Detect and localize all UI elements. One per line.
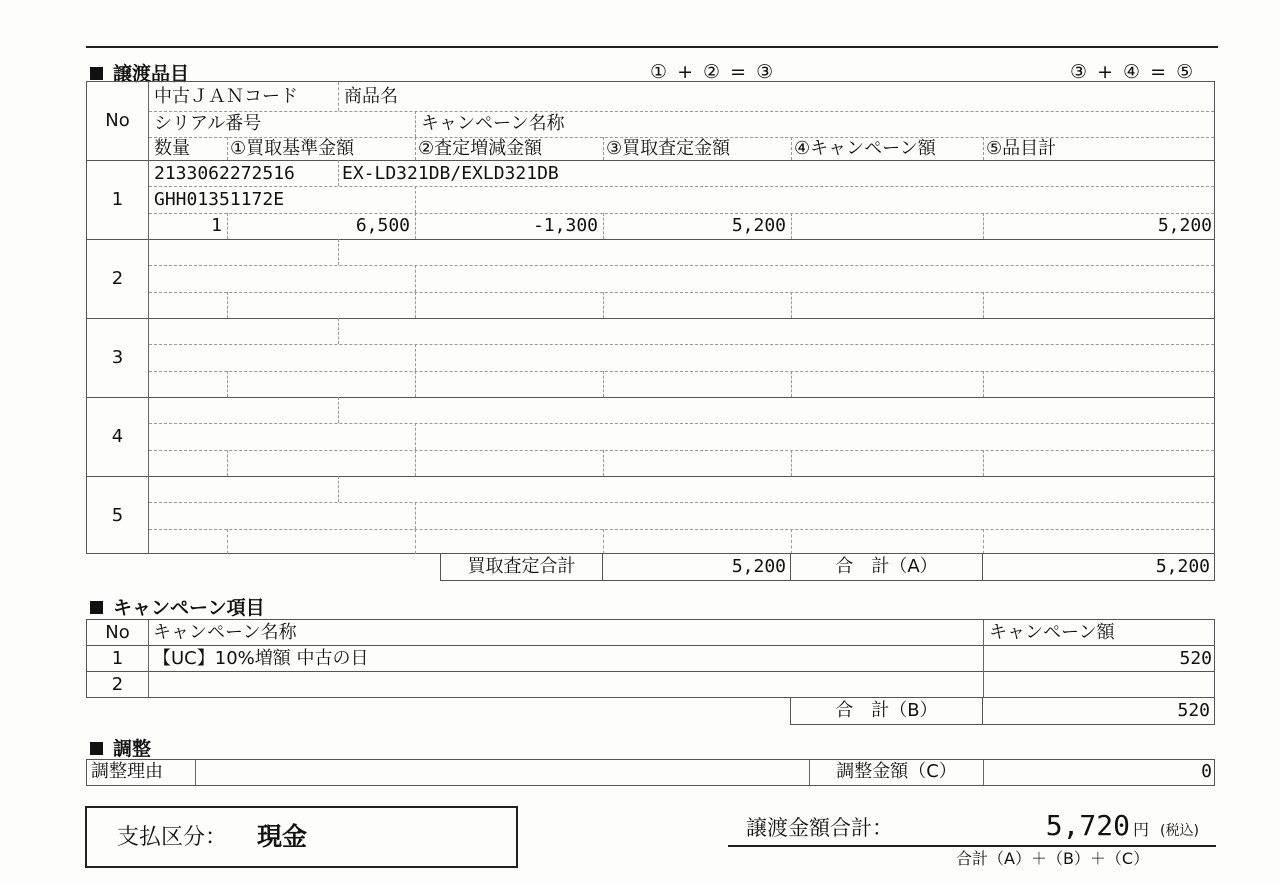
row-no: 2 <box>111 268 124 289</box>
grand-total-label: 譲渡金額合計： <box>746 816 893 840</box>
header-item-total: ⑤品目計 <box>986 138 1057 159</box>
total-b-value-cell <box>982 697 1215 725</box>
header-jan: 中古ＪＡＮコード <box>154 86 298 107</box>
campaign-header-name: キャンペーン名称 <box>153 622 297 643</box>
payment-label: 支払区分： <box>117 825 228 850</box>
grand-total-underline <box>728 845 1216 847</box>
square-bullet-icon <box>90 67 103 80</box>
square-bullet-icon <box>90 601 103 614</box>
row-item-total: 5,200 <box>1157 215 1212 236</box>
transfer-items-table <box>86 81 1215 554</box>
row-assessed-amount: 5,200 <box>731 215 786 236</box>
header-base-amount: ①買取基準金額 <box>230 138 355 159</box>
row-no: 5 <box>111 505 124 526</box>
adjustment-amount-value: 0 <box>1201 761 1212 782</box>
section-title-campaign <box>90 593 265 620</box>
assessed-total-value-cell <box>602 553 791 581</box>
campaign-row-no: 1 <box>111 648 124 669</box>
header-campaign-name: キャンペーン名称 <box>421 113 565 134</box>
top-rule <box>86 46 1218 48</box>
row-jan: 2133062272516 <box>154 163 295 184</box>
row-no: 3 <box>111 347 124 368</box>
grand-total-value: 5,720 <box>1045 809 1130 842</box>
row-serial: GHH01351172E <box>154 189 285 210</box>
row-no: 1 <box>111 189 124 210</box>
header-adjust-amount: ②査定増減金額 <box>418 138 543 159</box>
grand-total-unit: 円 <box>1133 820 1150 839</box>
grand-total-tax: (税込) <box>1160 823 1199 839</box>
header-serial: シリアル番号 <box>154 113 262 134</box>
grand-total-formula: 合計（A）＋（B）＋（C） <box>956 849 1150 868</box>
campaign-table <box>86 619 1215 698</box>
header-qty: 数量 <box>154 138 190 159</box>
total-b-label: 合 計（B） <box>835 700 938 721</box>
total-a-label: 合 計（A） <box>835 556 938 577</box>
payment-value: 現金 <box>257 822 308 851</box>
assessed-total-label: 買取査定合計 <box>467 556 576 577</box>
campaign-row-name: 【UC】10%増額 中古の日 <box>153 648 369 669</box>
header-product: 商品名 <box>344 86 398 107</box>
header-campaign-amount: ④キャンペーン額 <box>794 138 936 159</box>
row-product: EX-LD321DB/EXLD321DB <box>342 163 559 184</box>
section-title-text: キャンペーン項目 <box>113 597 265 619</box>
section-title-text: 譲渡品目 <box>113 63 190 85</box>
section-title-adjustment <box>90 734 151 761</box>
row-no: 4 <box>111 426 124 447</box>
section-title-text: 調整 <box>113 738 152 760</box>
total-a-label-cell <box>790 553 983 581</box>
adjustment-reason-label: 調整理由 <box>91 761 163 782</box>
adjustment-table <box>86 759 1215 786</box>
row-adjust-amount: -1,300 <box>532 215 598 236</box>
payment-box <box>85 806 518 868</box>
total-a-value-cell <box>982 553 1215 581</box>
row-base-amount: 6,500 <box>355 215 410 236</box>
square-bullet-icon <box>90 742 103 755</box>
campaign-row-amount: 520 <box>1179 648 1212 669</box>
header-no: No <box>105 110 130 131</box>
total-a-value: 5,200 <box>1155 556 1210 577</box>
adjustment-amount-label: 調整金額（C） <box>836 761 957 782</box>
formula-left: ① + ② = ③ <box>650 61 776 83</box>
formula-right: ③ + ④ = ⑤ <box>1070 61 1196 83</box>
total-b-label-cell <box>790 697 983 725</box>
campaign-row-no: 2 <box>111 674 124 695</box>
campaign-header-no: No <box>105 622 130 643</box>
row-qty: 1 <box>211 215 222 236</box>
header-assessed-amount: ③買取査定金額 <box>606 138 731 159</box>
campaign-header-amount: キャンペーン額 <box>989 622 1115 643</box>
assessed-total-label-cell <box>440 553 603 581</box>
total-b-value: 520 <box>1177 700 1210 721</box>
assessed-total-value: 5,200 <box>731 556 786 577</box>
